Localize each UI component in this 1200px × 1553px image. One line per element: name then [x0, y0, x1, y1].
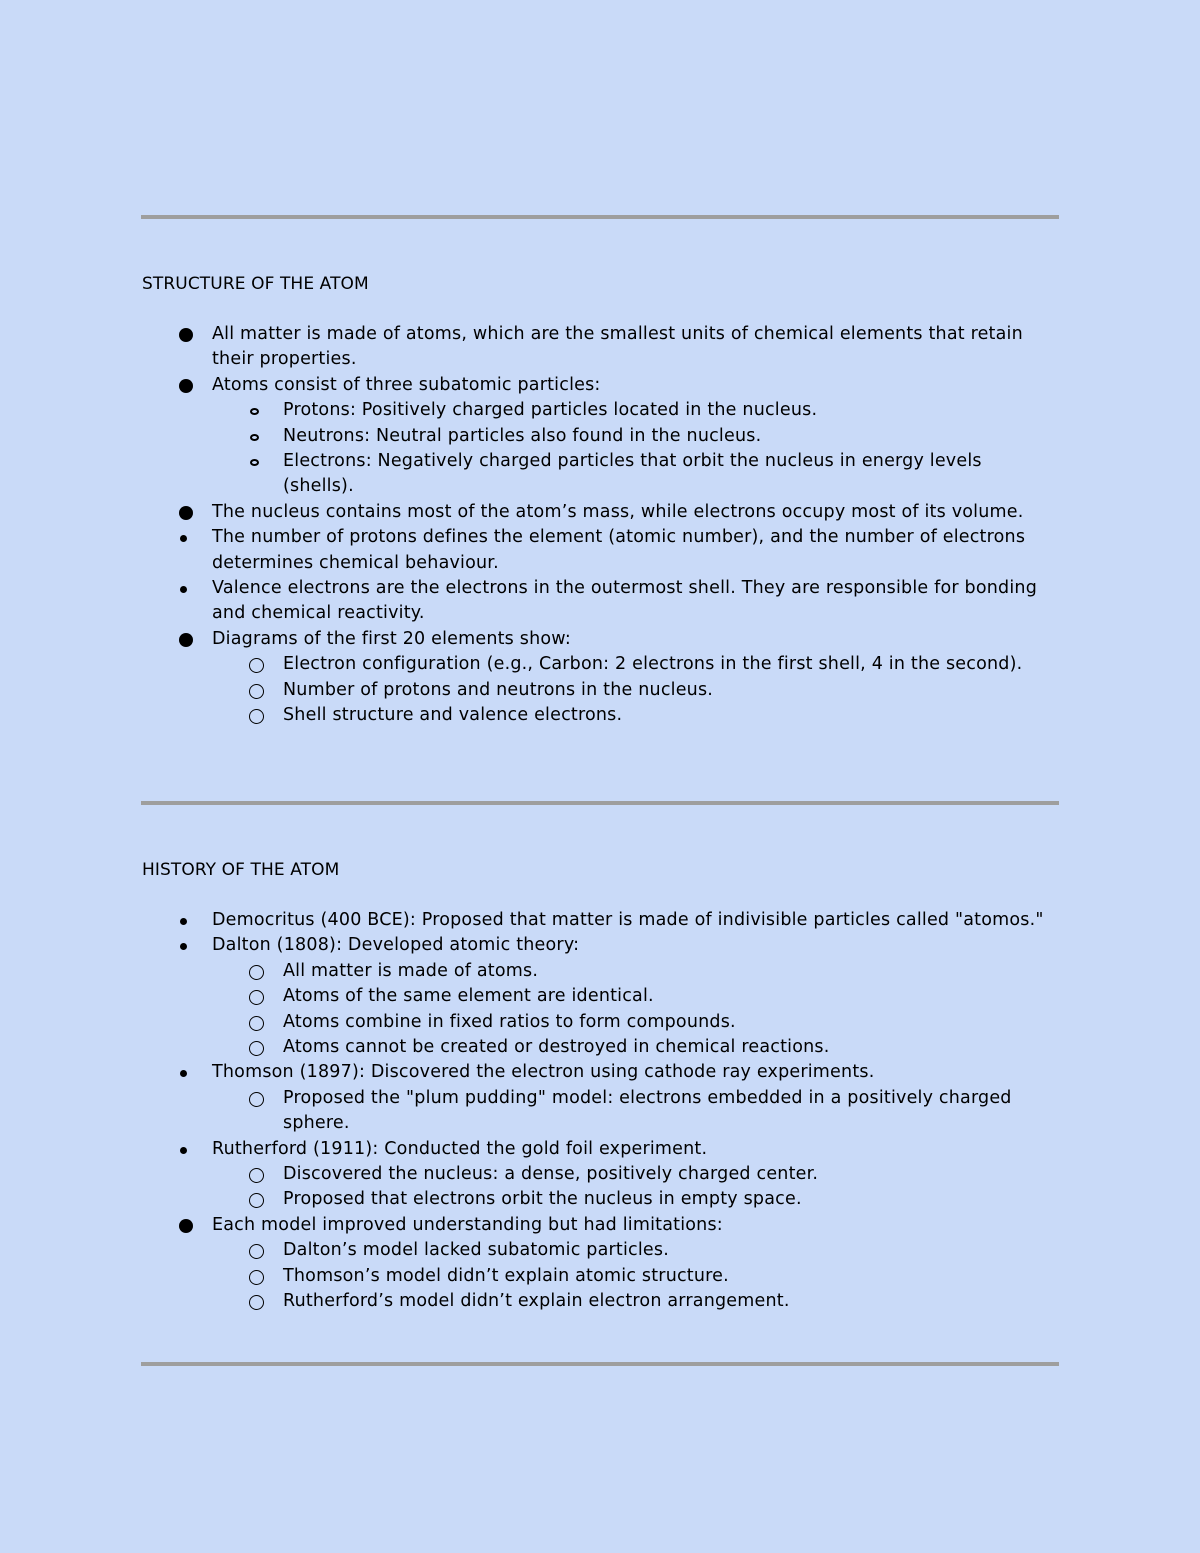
bullet-ring-icon [249, 1295, 264, 1310]
list-item [0, 678, 1200, 703]
list-item [0, 1289, 1200, 1314]
list-item-text: Democritus (400 BCE): Proposed that matter is made of indivisible particles called "atomos." [212, 910, 1044, 930]
structure-list [0, 322, 1200, 729]
list-item-text: The number of protons defines the element (atomic number), and the number of electrons determines chemical behaviour. [212, 527, 1026, 573]
list-item [0, 933, 1200, 958]
list-item-text: Proposed the "plum pudding" model: electrons embedded in a positively charged sphere. [283, 1087, 1012, 1134]
list-item [0, 1086, 1200, 1137]
divider-bottom [141, 1362, 1059, 1366]
bullet-ring-icon [249, 990, 264, 1005]
bullet-filled-icon [179, 633, 193, 647]
list-item [0, 373, 1200, 398]
list-item [0, 1264, 1200, 1289]
bullet-filled-icon [180, 1147, 187, 1154]
list-item [0, 703, 1200, 728]
bullet-ring-icon [250, 459, 259, 466]
list-item [0, 525, 1200, 576]
list-item-text: Shell structure and valence electrons. [283, 705, 623, 726]
list-item [0, 1187, 1200, 1212]
history-list [0, 908, 1200, 1315]
list-item-text: Rutherford’s model didn’t explain electron arrangement. [283, 1291, 790, 1312]
list-item-text: Electrons: Negatively charged particles that orbit the nucleus in energy levels (shells). [283, 451, 982, 497]
list-item [0, 1238, 1200, 1263]
bullet-ring-icon [249, 658, 264, 673]
list-item-text: Each model improved understanding but had limitations: [212, 1214, 723, 1235]
list-item [0, 500, 1200, 525]
bullet-ring-icon [249, 709, 264, 724]
list-item-text: Atoms of the same element are identical. [283, 986, 654, 1007]
list-item [0, 959, 1200, 984]
list-item [0, 1060, 1200, 1085]
list-item [0, 1010, 1200, 1035]
list-item [0, 627, 1200, 652]
bullet-filled-icon [179, 379, 193, 393]
bullet-ring-icon [249, 1092, 264, 1107]
bullet-filled-icon [180, 586, 187, 593]
bullet-ring-icon [249, 684, 264, 699]
list-item-text: Rutherford (1911): Conducted the gold foil experiment. [212, 1138, 708, 1159]
list-item-text: Valence electrons are the electrons in the outermost shell. They are responsible for bonding and chemical reactivity. [212, 578, 1038, 624]
list-item [0, 652, 1200, 677]
bullet-ring-icon [249, 1244, 264, 1259]
bullet-ring-icon [249, 1168, 264, 1183]
list-item-text: Protons: Positively charged particles located in the nucleus. [283, 400, 818, 421]
list-item-text: Dalton (1808): Developed atomic theory: [212, 935, 580, 956]
section-heading-history: HISTORY OF THE ATOM [142, 860, 340, 880]
list-item [0, 424, 1200, 449]
bullet-filled-icon [179, 506, 193, 520]
list-item-text: Diagrams of the first 20 elements show: [212, 628, 571, 649]
list-item-text: Atoms combine in fixed ratios to form compounds. [283, 1011, 736, 1032]
section-heading-structure: STRUCTURE OF THE ATOM [142, 274, 369, 294]
bullet-ring-icon [249, 1193, 264, 1208]
divider-top [141, 215, 1059, 219]
bullet-ring-icon [249, 1270, 264, 1285]
list-item-text: Thomson’s model didn’t explain atomic structure. [283, 1265, 729, 1286]
list-item-text: Atoms cannot be created or destroyed in chemical reactions. [283, 1037, 830, 1058]
bullet-ring-icon [250, 434, 259, 441]
list-item-text: All matter is made of atoms. [283, 960, 539, 981]
list-item [0, 1035, 1200, 1060]
bullet-ring-icon [249, 965, 264, 980]
list-item [0, 1162, 1200, 1187]
list-item-text: Discovered the nucleus: a dense, positively charged center. [283, 1164, 819, 1185]
bullet-ring-icon [249, 1016, 264, 1031]
bullet-filled-icon [180, 1070, 187, 1077]
list-item-text: Electron configuration (e.g., Carbon: 2 electrons in the first shell, 4 in the second). [283, 654, 1023, 675]
list-item [0, 449, 1200, 500]
list-item-text: Number of protons and neutrons in the nucleus. [283, 679, 714, 700]
list-item-text: All matter is made of atoms, which are the smallest units of chemical elements that retain their properties. [212, 324, 1023, 370]
bullet-filled-icon [179, 328, 193, 342]
list-item-text: Dalton’s model lacked subatomic particles. [283, 1240, 669, 1261]
bullet-filled-icon [180, 943, 187, 950]
list-item-text: Proposed that electrons orbit the nucleus in empty space. [283, 1189, 802, 1210]
bullet-filled-icon [179, 1219, 193, 1233]
list-item [0, 322, 1200, 373]
list-item [0, 576, 1200, 627]
bullet-filled-icon [180, 918, 187, 925]
bullet-filled-icon [180, 535, 187, 542]
list-item-text: Thomson (1897): Discovered the electron using cathode ray experiments. [212, 1062, 875, 1083]
bullet-ring-icon [250, 408, 259, 415]
list-item [0, 984, 1200, 1009]
list-item-text: The nucleus contains most of the atom’s mass, while electrons occupy most of its volume. [212, 501, 1024, 522]
list-item-text: Neutrons: Neutral particles also found in the nucleus. [283, 425, 762, 446]
list-item-text: Atoms consist of three subatomic particles: [212, 374, 601, 395]
list-item [0, 908, 1200, 933]
bullet-ring-icon [249, 1041, 264, 1056]
list-item [0, 1137, 1200, 1162]
list-item [0, 398, 1200, 423]
divider-middle [141, 801, 1059, 805]
list-item [0, 1213, 1200, 1238]
